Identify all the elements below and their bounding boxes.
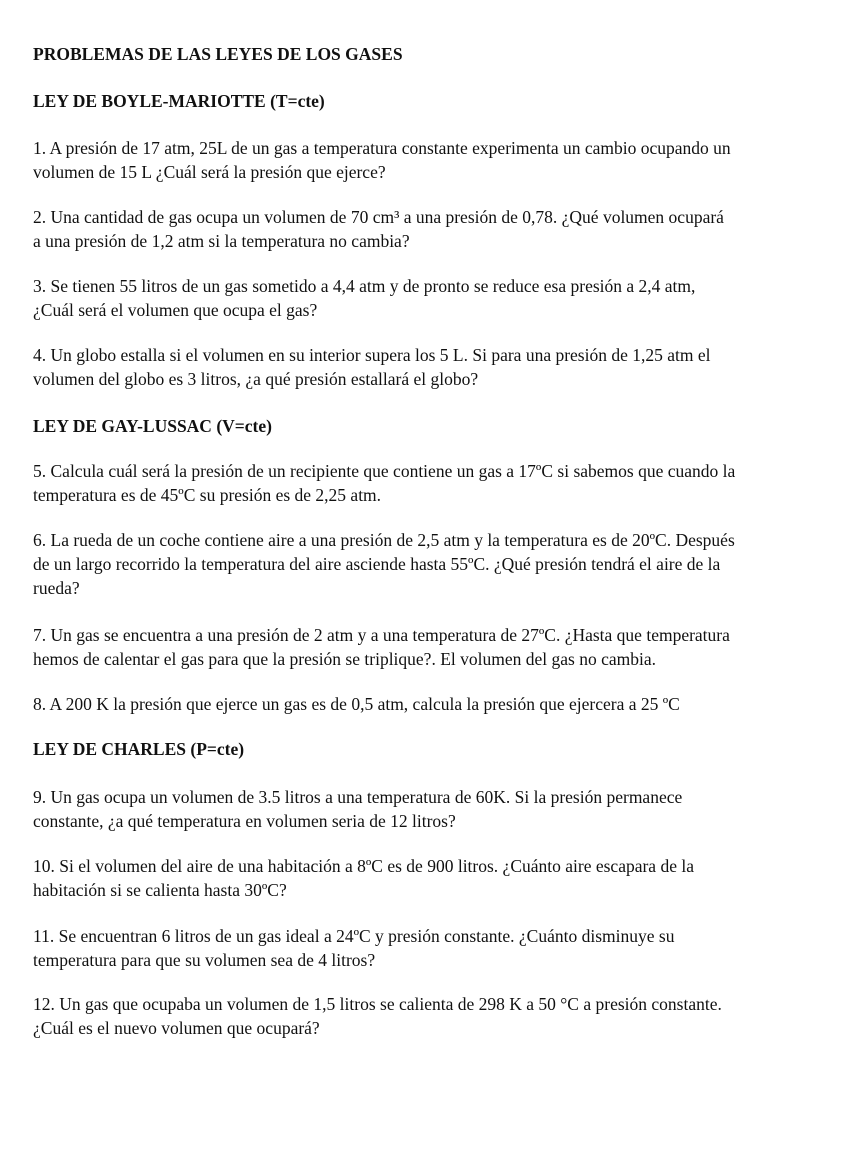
problem-line: 5. Calcula cuál será la presión de un recipiente que contiene un gas a 17ºC si sabemos que cuando la	[33, 461, 736, 481]
problem-line: a una presión de 1,2 atm si la temperatura no cambia?	[33, 231, 410, 251]
problem-line: 3. Se tienen 55 litros de un gas sometido a 4,4 atm y de pronto se reduce esa presión a 2,4 atm,	[33, 276, 696, 296]
problem-line: 4. Un globo estalla si el volumen en su interior supera los 5 L. Si para una presión de 1,25 atm el	[33, 345, 711, 365]
problem-line: habitación si se calienta hasta 30ºC?	[33, 880, 287, 900]
section-heading-gay-lussac: LEY DE GAY-LUSSAC (V=cte)	[33, 416, 272, 436]
problem-1	[33, 136, 731, 184]
problem-2	[33, 205, 724, 253]
problem-11	[33, 924, 674, 972]
problem-line: hemos de calentar el gas para que la presión se triplique?. El volumen del gas no cambia.	[33, 649, 656, 669]
problem-line: 9. Un gas ocupa un volumen de 3.5 litros a una temperatura de 60K. Si la presión permanece	[33, 787, 683, 807]
problem-line: 2. Una cantidad de gas ocupa un volumen de 70 cm³ a una presión de 0,78. ¿Qué volumen ocupará	[33, 207, 724, 227]
problem-line: 1. A presión de 17 atm, 25L de un gas a temperatura constante experimenta un cambio ocupando un	[33, 138, 731, 158]
problem-4	[33, 343, 711, 391]
problem-line: temperatura es de 45ºC su presión es de 2,25 atm.	[33, 485, 382, 505]
problem-3	[33, 274, 695, 322]
page-title: PROBLEMAS DE LAS LEYES DE LOS GASES	[33, 44, 403, 64]
problem-9	[33, 785, 682, 833]
problem-line: 12. Un gas que ocupaba un volumen de 1,5 litros se calienta de 298 K a 50 °C a presión constante.	[33, 994, 722, 1014]
problem-5	[33, 459, 735, 507]
problem-12	[33, 992, 722, 1040]
problem-line: volumen de 15 L ¿Cuál será la presión que ejerce?	[33, 162, 386, 182]
problem-line: 7. Un gas se encuentra a una presión de 2 atm y a una temperatura de 27ºC. ¿Hasta que temperatura	[33, 625, 730, 645]
problem-line: constante, ¿a qué temperatura en volumen seria de 12 litros?	[33, 811, 456, 831]
problem-line: 6. La rueda de un coche contiene aire a una presión de 2,5 atm y la temperatura es de 20ºC. Después	[33, 530, 735, 550]
problem-line: temperatura para que su volumen sea de 4 litros?	[33, 950, 376, 970]
problem-line: 8. A 200 K la presión que ejerce un gas es de 0,5 atm, calcula la presión que ejercera a 25 ºC	[33, 694, 680, 714]
problem-line: volumen del globo es 3 litros, ¿a qué presión estallará el globo?	[33, 369, 479, 389]
problem-line: ¿Cuál es el nuevo volumen que ocupará?	[33, 1018, 320, 1038]
problem-line: 10. Si el volumen del aire de una habitación a 8ºC es de 900 litros. ¿Cuánto aire escapara de la	[33, 856, 694, 876]
problem-line: 11. Se encuentran 6 litros de un gas ideal a 24ºC y presión constante. ¿Cuánto disminuye su	[33, 926, 675, 946]
problem-8	[33, 692, 680, 716]
problem-line: ¿Cuál será el volumen que ocupa el gas?	[33, 300, 318, 320]
problem-6	[33, 528, 735, 600]
problem-line: de un largo recorrido la temperatura del aire asciende hasta 55ºC. ¿Qué presión tendrá el aire de la	[33, 554, 721, 574]
problem-line: rueda?	[33, 578, 80, 598]
problem-10	[33, 854, 694, 902]
section-heading-charles: LEY DE CHARLES (P=cte)	[33, 739, 245, 759]
problem-7	[33, 623, 730, 671]
section-heading-boyle: LEY DE BOYLE-MARIOTTE (T=cte)	[33, 91, 325, 111]
